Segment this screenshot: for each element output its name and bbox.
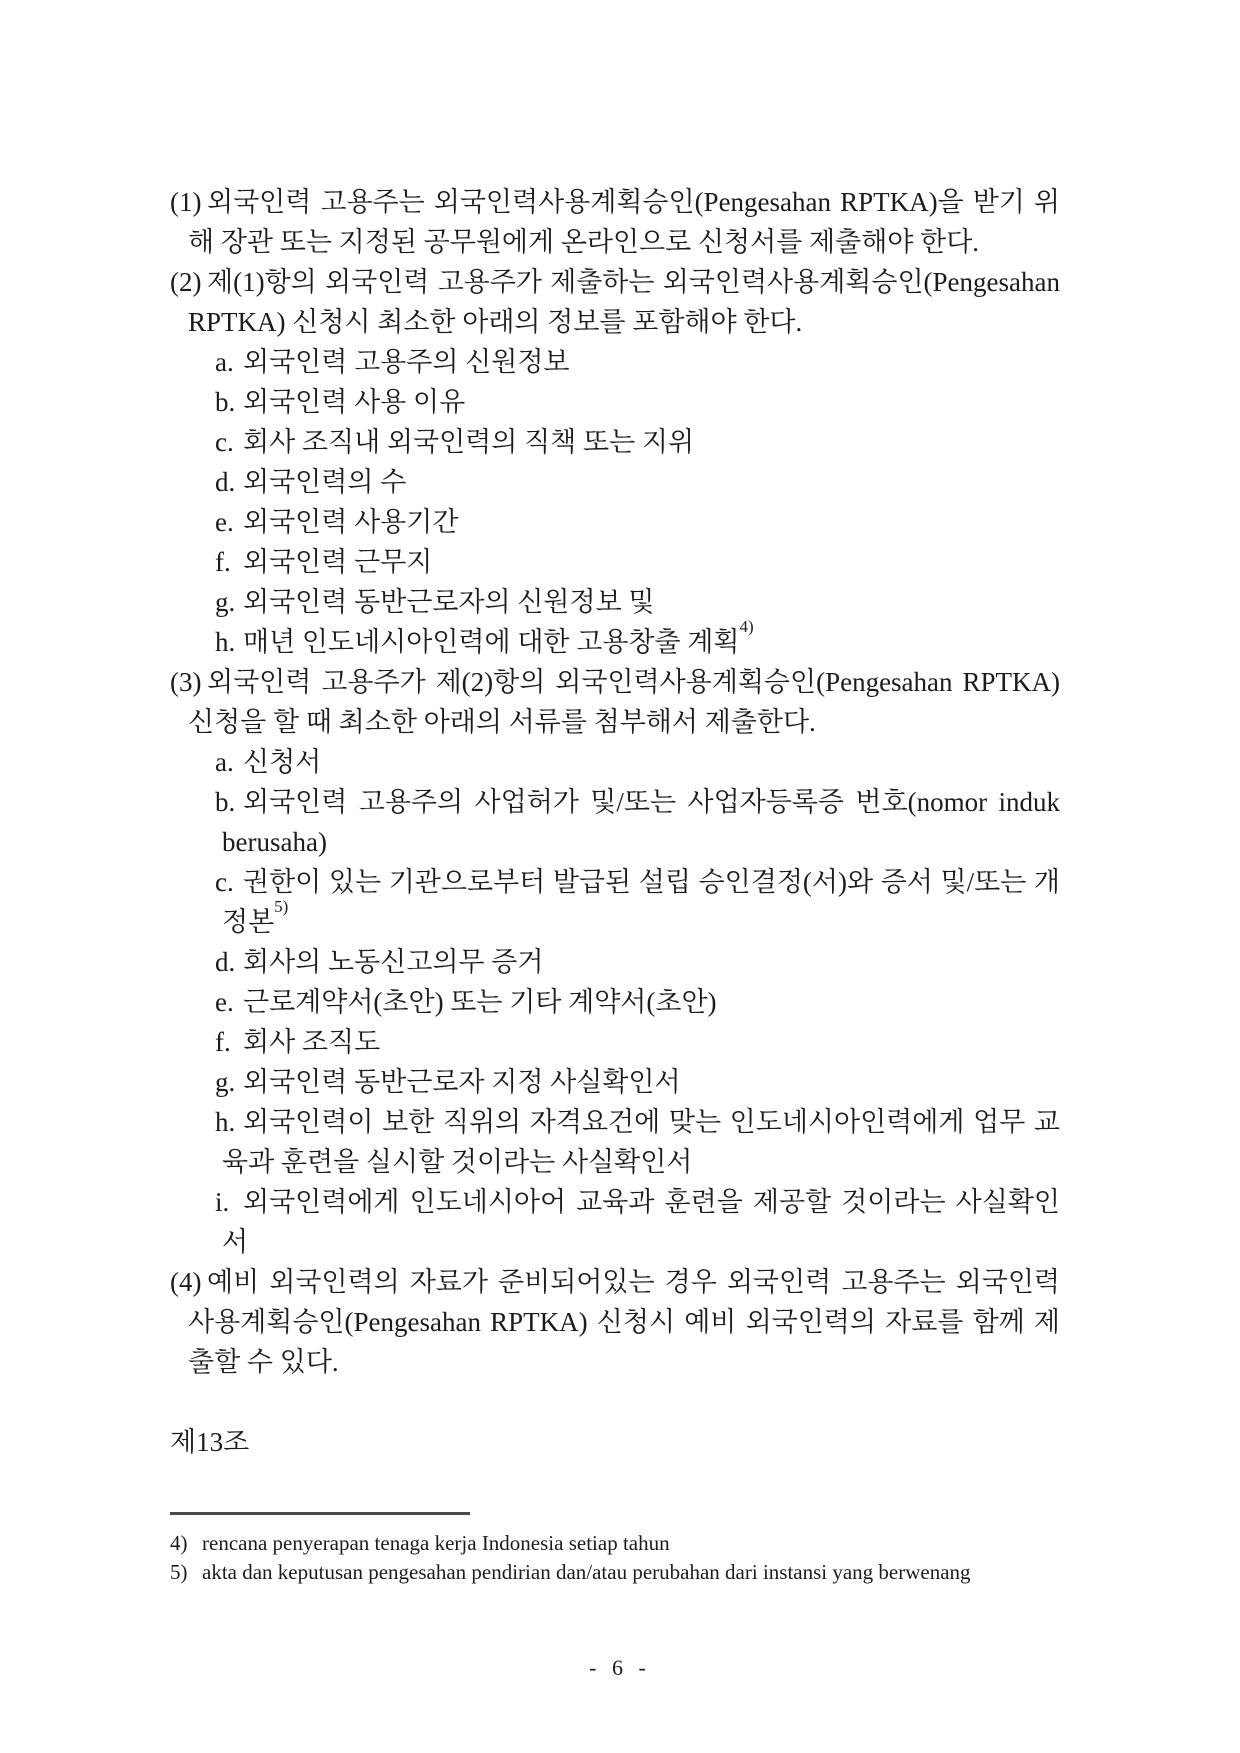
list-item <box>215 382 1060 422</box>
footnote <box>170 1529 1060 1558</box>
item-text: 외국인력에게 인도네시아어 교육과 훈련을 제공할 것이라는 사실확인서 <box>222 1187 1060 1257</box>
item-marker: e. <box>215 507 234 537</box>
item-marker: c. <box>215 427 234 457</box>
list-item <box>215 1102 1060 1182</box>
item-text: 외국인력 사용 이유 <box>243 387 466 417</box>
list-item <box>170 1262 1060 1382</box>
item-marker: b. <box>215 787 236 817</box>
item-marker: d. <box>215 467 236 497</box>
list-item <box>215 617 1060 662</box>
list-item <box>215 862 1060 942</box>
footnote-text: rencana penyerapan tenaga kerja Indonesia setiap tahun <box>202 1531 670 1555</box>
item-marker: e. <box>215 987 234 1017</box>
list-item <box>170 182 1060 262</box>
list-item <box>215 982 1060 1022</box>
item-text: 외국인력 고용주의 신원정보 <box>243 347 570 377</box>
item-marker: d. <box>215 947 236 977</box>
list-item <box>215 422 1060 462</box>
item-marker: g. <box>215 1067 236 1097</box>
footnotes-section <box>170 1512 1060 1587</box>
item-marker: c. <box>215 867 234 897</box>
item-text: 예비 외국인력의 자료가 준비되어있는 경우 외국인력 고용주는 외국인력 사용계획승인(Pengesahan RPTKA) 신청시 예비 외국인력의 자료를 함께 제출할 수 있다. <box>188 1267 1060 1377</box>
page-number: - 6 - <box>589 1655 651 1680</box>
item-marker: (3) <box>170 667 202 697</box>
item-text: 회사 조직내 외국인력의 직책 또는 지위 <box>243 427 695 457</box>
list-item <box>215 742 1060 782</box>
item-text: 외국인력 동반근로자의 신원정보 및 <box>243 587 655 617</box>
item-marker: g. <box>215 587 236 617</box>
footnote-reference: 5) <box>274 897 289 916</box>
item-text: 외국인력의 수 <box>243 467 407 497</box>
item-text: 외국인력 사용기간 <box>243 507 459 537</box>
item-text: 회사 조직도 <box>243 1027 381 1057</box>
footnote-text: akta dan keputusan pengesahan pendirian dan/atau perubahan dari instansi yang berwenang <box>202 1560 971 1584</box>
item-text: 신청서 <box>243 747 322 777</box>
item-marker: (2) <box>170 267 202 297</box>
footnote-reference: 4) <box>739 617 754 636</box>
footnote-divider <box>170 1512 470 1515</box>
footnote-marker: 4) <box>170 1531 188 1555</box>
list-item <box>215 1182 1060 1262</box>
footnote-marker: 5) <box>170 1560 188 1584</box>
item-marker: f. <box>215 1027 231 1057</box>
item-text: 외국인력이 보한 직위의 자격요건에 맞는 인도네시아인력에게 업무 교육과 훈련을 실시할 것이라는 사실확인서 <box>222 1107 1060 1177</box>
list-item <box>215 1062 1060 1102</box>
item-text: 외국인력 동반근로자 지정 사실확인서 <box>243 1067 681 1097</box>
list-item <box>215 502 1060 542</box>
item-text: 외국인력 고용주가 제(2)항의 외국인력사용계획승인(Pengesahan RPTKA) 신청을 할 때 최소한 아래의 서류를 첨부해서 제출한다. <box>188 667 1060 737</box>
list-item <box>215 942 1060 982</box>
item-marker: h. <box>215 627 236 657</box>
list-item <box>170 662 1060 742</box>
item-text: 제(1)항의 외국인력 고용주가 제출하는 외국인력사용계획승인(Pengesahan RPTKA) 신청시 최소한 아래의 정보를 포함해야 한다. <box>188 267 1060 337</box>
list-item <box>215 782 1060 862</box>
item-marker: (4) <box>170 1267 202 1297</box>
footnote <box>170 1558 1060 1587</box>
document-body <box>170 182 1060 1462</box>
list-item <box>215 582 1060 622</box>
item-text: 회사의 노동신고의무 증거 <box>243 947 544 977</box>
item-marker: f. <box>215 547 231 577</box>
list-item <box>215 542 1060 582</box>
list-item <box>170 262 1060 342</box>
item-text: 외국인력 고용주의 사업허가 및/또는 사업자등록증 번호(nomor induk berusaha) <box>222 787 1060 857</box>
list-item <box>215 342 1060 382</box>
item-marker: (1) <box>170 187 202 217</box>
item-marker: a. <box>215 347 234 377</box>
item-text: 외국인력 고용주는 외국인력사용계획승인(Pengesahan RPTKA)을 받기 위해 장관 또는 지정된 공무원에게 온라인으로 신청서를 제출해야 한다. <box>188 187 1060 257</box>
item-marker: b. <box>215 387 236 417</box>
item-text: 근로계약서(초안) 또는 기타 계약서(초안) <box>243 987 717 1017</box>
item-text: 매년 인도네시아인력에 대한 고용창출 계획 <box>243 627 740 657</box>
item-marker: h. <box>215 1107 236 1137</box>
item-marker: a. <box>215 747 234 777</box>
item-text: 외국인력 근무지 <box>243 547 433 577</box>
item-text: 권한이 있는 기관으로부터 발급된 설립 승인결정(서)와 증서 및/또는 개정본 <box>222 867 1060 937</box>
item-marker: i. <box>215 1187 230 1217</box>
list-item <box>215 462 1060 502</box>
list-item <box>215 1022 1060 1062</box>
article-heading: 제13조 <box>170 1427 250 1457</box>
